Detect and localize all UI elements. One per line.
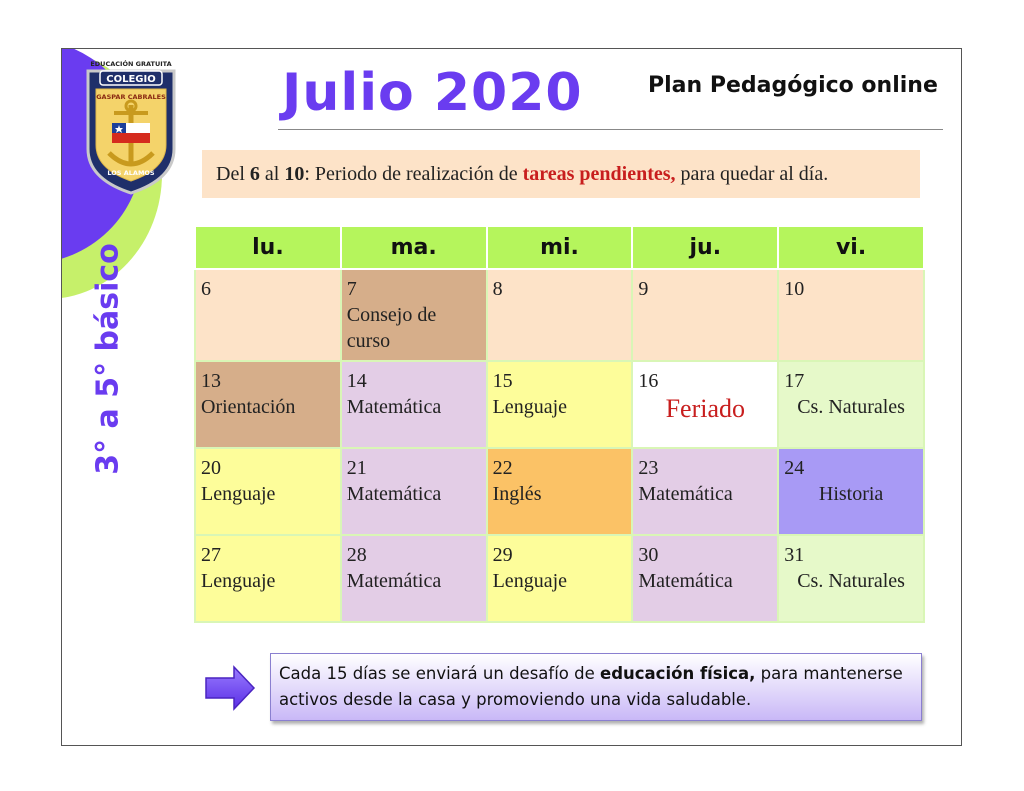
calendar-day-cell [341,269,487,361]
day-number: 10 [784,278,805,300]
calendar-day-cell [341,361,487,448]
calendar-day-cell [632,269,778,361]
day-subject: Lenguaje [201,570,276,592]
arrow-right-icon [204,665,256,711]
logo-place-text: LOS ALAMOS [107,169,155,177]
day-subject: Matemática [346,483,442,505]
day-number: 28 [346,544,367,566]
note-bold-text: educación física, [600,664,756,683]
calendar-day-cell [195,535,341,622]
physical-education-note [270,653,922,721]
day-number: 23 [638,457,659,479]
day-number: 15 [492,370,513,392]
day-number: 21 [346,457,367,479]
notice-text: al [259,163,285,185]
notice-text: Del [216,163,250,185]
calendar-day-cell [778,448,924,535]
calendar-day-cell [632,448,778,535]
calendar-day-cell [341,448,487,535]
page-title: Julio 2020 [282,63,583,123]
calendar-day-cell [195,361,341,448]
calendar-day-cell [487,269,633,361]
calendar-slide [61,48,962,746]
day-number: 17 [784,370,805,392]
calendar-week-row [195,448,924,535]
notice-text: : Periodo de realización de [304,163,523,185]
day-subject: Historia [818,483,884,505]
logo-name-text: COLEGIO [106,74,156,85]
weekday-header-row [195,226,924,269]
day-subject: Orientación [201,396,296,418]
day-subject: Matemática [638,483,733,505]
day-number: 30 [638,544,659,566]
weekday-header: ma. [341,226,487,269]
logo-top-text: EDUCACIÓN GRATUITA [90,60,172,68]
day-number: 22 [492,457,513,479]
title-divider [278,129,943,130]
day-number: 27 [201,544,221,566]
day-number: 9 [638,278,649,300]
day-subject: Lenguaje [201,483,276,505]
day-subject: Matemática [346,396,442,418]
day-number: 7 [346,278,357,300]
page-subtitle: Plan Pedagógico online [648,73,938,98]
calendar-day-cell [195,269,341,361]
holiday-label: Feriado [665,394,745,423]
notice-text: para quedar al día. [675,163,829,185]
calendar-day-cell [487,361,633,448]
calendar-day-cell [778,361,924,448]
calendar-day-cell [487,535,633,622]
day-number: 20 [201,457,221,479]
calendar-day-cell [778,269,924,361]
day-subject: Matemática [346,570,442,592]
day-number: 16 [638,370,659,392]
day-subject: Lenguaje [492,570,567,592]
calendar-week-row [195,535,924,622]
grade-range-label: 3° a 5° básico [90,243,126,475]
day-number: 24 [784,457,805,479]
notice-highlight: tareas pendientes, [522,163,676,185]
day-number: 14 [346,370,367,392]
logo-school-text: GASPAR CABRALES [96,93,166,101]
day-number: 29 [492,544,513,566]
day-number: 13 [201,370,221,392]
day-subject: Lenguaje [492,396,567,418]
weekday-header: ju. [632,226,778,269]
note-text: Cada 15 días se enviará un desafío de [279,664,601,683]
school-logo [76,57,186,197]
weekday-header: vi. [778,226,924,269]
day-number: 8 [492,278,503,300]
calendar-table [194,225,925,623]
weekday-header: lu. [195,226,341,269]
calendar-day-cell [632,535,778,622]
day-subject: Inglés [492,483,542,505]
day-subject: Cs. Naturales [797,396,905,418]
day-number: 6 [201,278,211,300]
day-number: 31 [784,544,805,566]
calendar-day-cell [632,361,778,448]
day-subject: Cs. Naturales [797,570,905,592]
calendar-week-row [195,361,924,448]
note-text: para mantenerse activos desde la casa y promoviendo una vida saludable. [279,664,903,709]
calendar-week-row [195,269,924,361]
notice-to-day: 10 [284,163,305,185]
day-subject: Consejo de curso [346,304,437,352]
calendar-day-cell [487,448,633,535]
weekday-header: mi. [487,226,633,269]
calendar-day-cell [778,535,924,622]
pending-tasks-notice [202,150,920,198]
calendar-day-cell [341,535,487,622]
notice-from-day: 6 [249,163,260,185]
day-subject: Matemática [638,570,733,592]
calendar-day-cell [195,448,341,535]
